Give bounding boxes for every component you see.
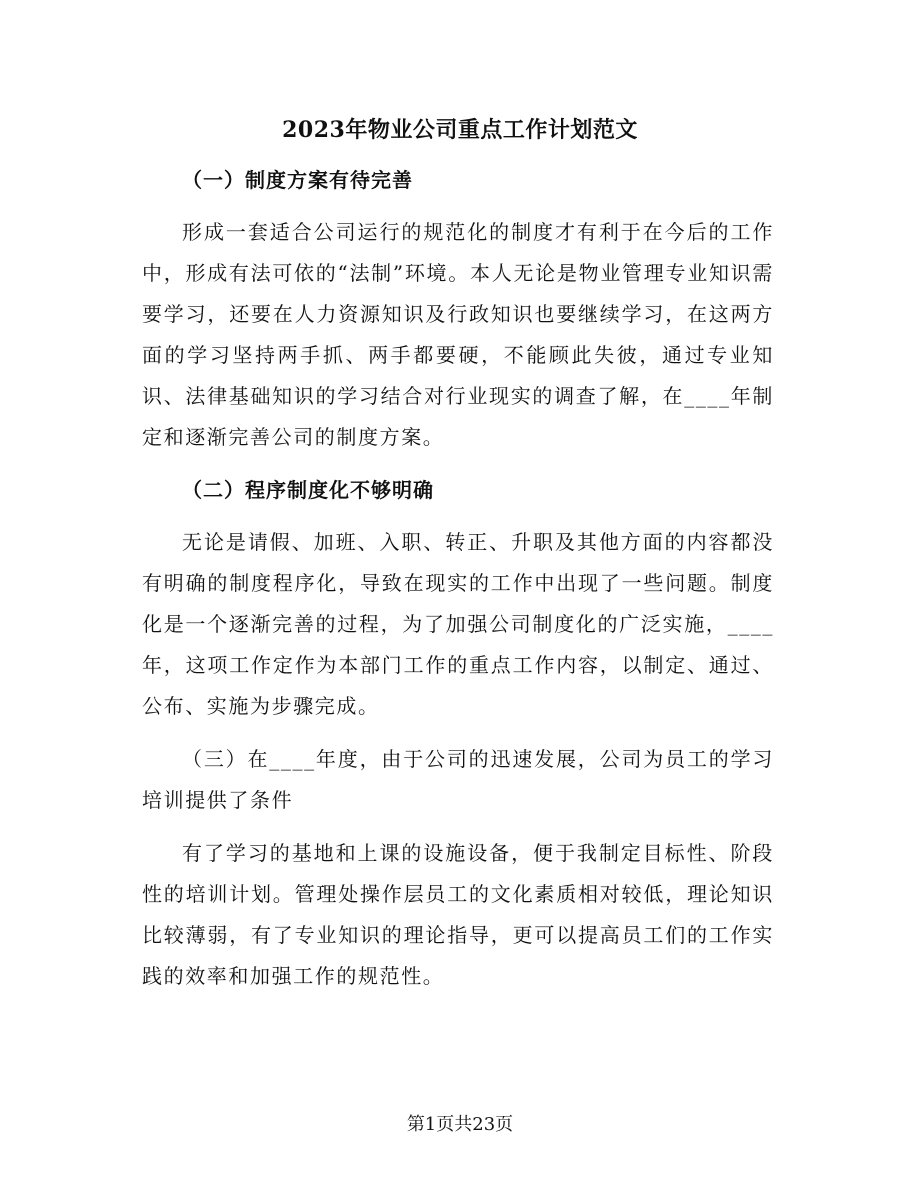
section-paragraph-1: 形成一套适合公司运行的规范化的制度才有利于在今后的工作中，形成有法可依的“法制”环境。本人无论是物业管理专业知识需要学习，还要在人力资源知识及行政知识也要继续学习，在这两方面的学习坚持两手抓、两手都要硬，不能顾此失彼，通过专业知识、法律基础知识的学习结合对行业现实的调查了解，在____年制定和逐渐完善公司的制度方案。 xyxy=(142,220,774,449)
section-heading-3: （三）在____年度，由于公司的迅速发展，公司为员工的学习培训提供了条件 xyxy=(142,747,774,812)
page-title: 2023年物业公司重点工作计划范文 xyxy=(282,117,638,143)
section-heading-1: （一）制度方案有待完善 xyxy=(182,168,413,192)
section-heading-2: （二）程序制度化不够明确 xyxy=(182,478,434,502)
section-paragraph-3: 有了学习的基地和上课的设施设备，便于我制定目标性、阶段性的培训计划。管理处操作层员工的文化素质相对较低，理论知识比较薄弱，有了专业知识的理论指导，更可以提高员工们的工作实践的效率和加强工作的规范性。 xyxy=(142,841,774,988)
document-body xyxy=(142,160,774,1009)
page-footer: 第1页共23页 xyxy=(406,1114,514,1135)
section-paragraph-2: 无论是请假、加班、入职、转正、升职及其他方面的内容都没有明确的制度程序化，导致在现实的工作中出现了一些问题。制度化是一个逐渐完善的过程，为了加强公司制度化的广泛实施，____年，这项工作定作为本部门工作的重点工作内容，以制定、通过、公布、实施为步骤完成。 xyxy=(142,530,774,718)
